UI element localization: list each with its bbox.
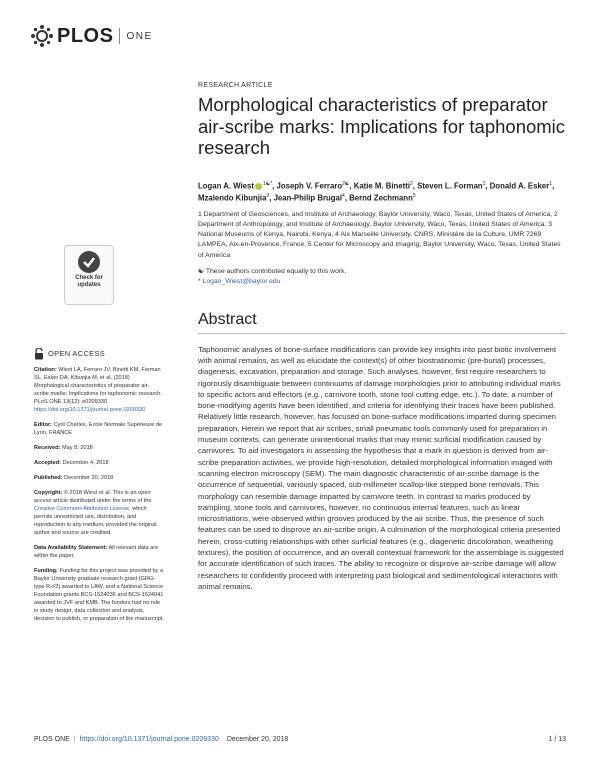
open-lock-icon [34, 348, 44, 360]
page-number: 1 / 13 [548, 736, 566, 743]
published-block [34, 474, 164, 482]
copyright-label: Copyright: [34, 490, 63, 496]
funding-text: Funding for this project was provided by a Baylor University graduate research grant (GRG-type R-#2) awarded to LAW, and a National Science Foundation grants BCS-1524036 and BCS-1524041 awarded to JVF and KMB. The funders had no role in study design, data collection and analysis, decision to publish, or preparation of the manuscript. [34, 568, 164, 622]
license-link[interactable]: Creative Commons Attribution License [34, 506, 130, 512]
citation-text: Wiest LA, Ferraro JV, Binetti KM, Forman SL, Esker DA, Kibunjia M, et al. (2018) Morphological characteristics of preparator air-scribe marks: Implications for taphonomic research. PLoS ONE 13(12): e0209330. [34, 367, 162, 405]
data-availability-block [34, 544, 164, 560]
copyright-text-1: © 2018 Wiest et al. This is an open access article distributed under the terms of the [34, 490, 152, 504]
citation-block [34, 366, 164, 414]
funding-block [34, 567, 164, 623]
footer-separator: | [73, 736, 76, 743]
plos-mark-icon [30, 24, 54, 48]
editor-block [34, 421, 164, 437]
data-availability-text: All relevant data are within the paper. [34, 545, 159, 559]
abstract-divider [198, 333, 566, 334]
affiliations: 1 Department of Geosciences, and Institute of Archaeology, Baylor University, Waco, Texas, United States of America, 2 Department of Anthropology, and Institute of Archaeology, Baylor University, Waco, Texas, United States of America, 3 National Museums of Kenya, Nairobi, Kenya, 4 Aix Marseille University, CNRS, Ministère de la Culture, UMR 7269 LAMPEA, Aix-en-Provence, France, 5 Center for Microscopy and Imaging, Baylor University, Waco, Texas, United States of America [198, 210, 561, 259]
editor-text: Cyril Charles, Ecole Normale Supérieure de Lyon, FRANCE [34, 422, 163, 436]
received-block [34, 444, 164, 452]
author-affil-sup: 3 [266, 193, 270, 200]
citation-doi-link[interactable]: https://doi.org/10.1371/journal.pone.0209330 [34, 407, 146, 413]
footer-journal: PLOS ONE [34, 736, 70, 743]
author-affil-sup: 2 [410, 180, 413, 187]
citation-label: Citation: [34, 367, 57, 373]
author-notes [198, 267, 566, 287]
footer-doi-link[interactable]: https://doi.org/10.1371/journal.pone.0209330 [79, 736, 219, 743]
corresponding-author-note [198, 277, 566, 287]
accepted-block [34, 459, 164, 467]
check-updates-label-1: Check for [75, 275, 103, 281]
footer-date: December 20, 2018 [226, 736, 289, 743]
abstract-heading: Abstract [198, 310, 257, 328]
check-updates-icon [78, 251, 100, 273]
copyright-text-2: , which permits unrestricted use, distribution, and reproduction in any medium, provided the original author and source are credited. [34, 506, 157, 536]
logo-divider [119, 28, 120, 44]
author-affil-sup: 1 [482, 180, 486, 187]
author-name[interactable]: , Mzalendo Kibunjia [198, 181, 555, 203]
article-type: RESEARCH ARTICLE [198, 82, 273, 89]
author-name[interactable]: , Donald A. Esker [485, 181, 550, 191]
author-affil-sup: 1 [549, 180, 552, 187]
logo-journal-name: ONE [126, 30, 153, 42]
open-access-text: OPEN ACCESS [48, 349, 106, 358]
logo-wordmark: PLOS [57, 24, 114, 47]
orcid-icon[interactable] [255, 183, 262, 190]
author-affil-sup: 5 [412, 193, 416, 200]
corresponding-mark: * [198, 277, 201, 285]
corresponding-email-link[interactable]: Logan_Wiest@baylor.edu [202, 277, 281, 285]
author-affil-sup: 2☯ [342, 180, 350, 187]
accepted-date: December 4, 2018 [62, 460, 109, 466]
plos-logo [30, 24, 153, 48]
copyright-block [34, 489, 164, 537]
received-date: May 8, 2018 [62, 445, 93, 451]
page-footer [34, 736, 566, 743]
published-date: December 20, 2018 [64, 475, 114, 481]
open-access-label [34, 348, 164, 360]
footer-left [34, 736, 288, 743]
author-list [198, 179, 566, 204]
accepted-label: Accepted: [34, 460, 62, 466]
author-name[interactable]: , Jean-Philip Brugal [269, 193, 343, 203]
editor-label: Editor: [34, 422, 53, 428]
article-title: Morphological characteristics of preparator air-scribe marks: Implications for taphonomic research [198, 94, 566, 158]
author-name[interactable]: , Katie M. Binetti [349, 181, 411, 191]
published-label: Published: [34, 475, 63, 481]
author-name[interactable]: , Bernd Zechmann [344, 193, 413, 203]
article-main [198, 82, 566, 592]
abstract-text: Taphonomic analyses of bone-surface modifications can provide key insights into past biotic involvement with animal remains, as well as elucidate the context(s) of other biostratinomic (pre-burial) processes, diagenesis, excavation, preparation and storage. Such analyses, however, first require researchers to rigorously disambiguate between continuums of damage morphologies prior to attributing individual marks to specific actors and effectors (e.g., carnivore tooth, stone tool cutting edge, etc.). To date, a number of bone-modifying agents have been identified, and criteria for identifying their traces have been published. Relatively little research, however, has focused on bone-surface modifications imparted during specimen preparation. Herein we report that air scribes, small pneumatic tools commonly used for preparation in museum contexts, can generate unintentional marks that may mimic surficial modification caused by carnivores. To aid investigators in assessing the hypothesis that a mark in question is derived from air-scribe preparation activities, we provide high-resolution, detailed morphological information imaged with scanning electron microscopy (SEM). The main diagnostic characteristic of air-scribe damage is the occurrence of sequential, variously spaced, sub-millimeter scallop-like stepped bone removals. This morphology can resemble damage imparted by carnivore teeth. In contrast to marks produced by trampling, stone tools and carnivores, however, no continuous internal features, such as linear microstriations, were observed within grooves produced by the air scribe. Thus, the presence of such features can be used to disprove an air-scribe origin. A culmination of the morphological criteria presented herein, cross-cutting relationships with other surficial features (e.g., diagenetic discoloration, weathering textures), the position of occurrence, and an overall contextual framework for the assemblage is suggested for accurate identification of such traces. The ability to recognize or disprove air-scribe damage will allow researchers to confidently proceed with interpreting past biological and sedimentological interactions with animal remains. [198, 344, 564, 591]
author-affil-sup: 4 [342, 193, 345, 200]
author-affil-sup: 1☯* [262, 180, 273, 187]
data-availability-label: Data Availability Statement: [34, 545, 108, 551]
check-for-updates-badge[interactable] [64, 245, 114, 305]
check-updates-label-2: updates [77, 282, 101, 288]
author-name[interactable]: Logan A. Wiest [198, 181, 254, 191]
received-label: Received: [34, 445, 61, 451]
equal-contribution-note: ☯ These authors contributed equally to this work. [198, 267, 347, 275]
article-sidebar [34, 348, 164, 630]
author-name[interactable]: , Steven L. Forman [412, 181, 483, 191]
author-name[interactable]: , Joseph V. Ferraro [272, 181, 343, 191]
funding-label: Funding: [34, 568, 58, 574]
